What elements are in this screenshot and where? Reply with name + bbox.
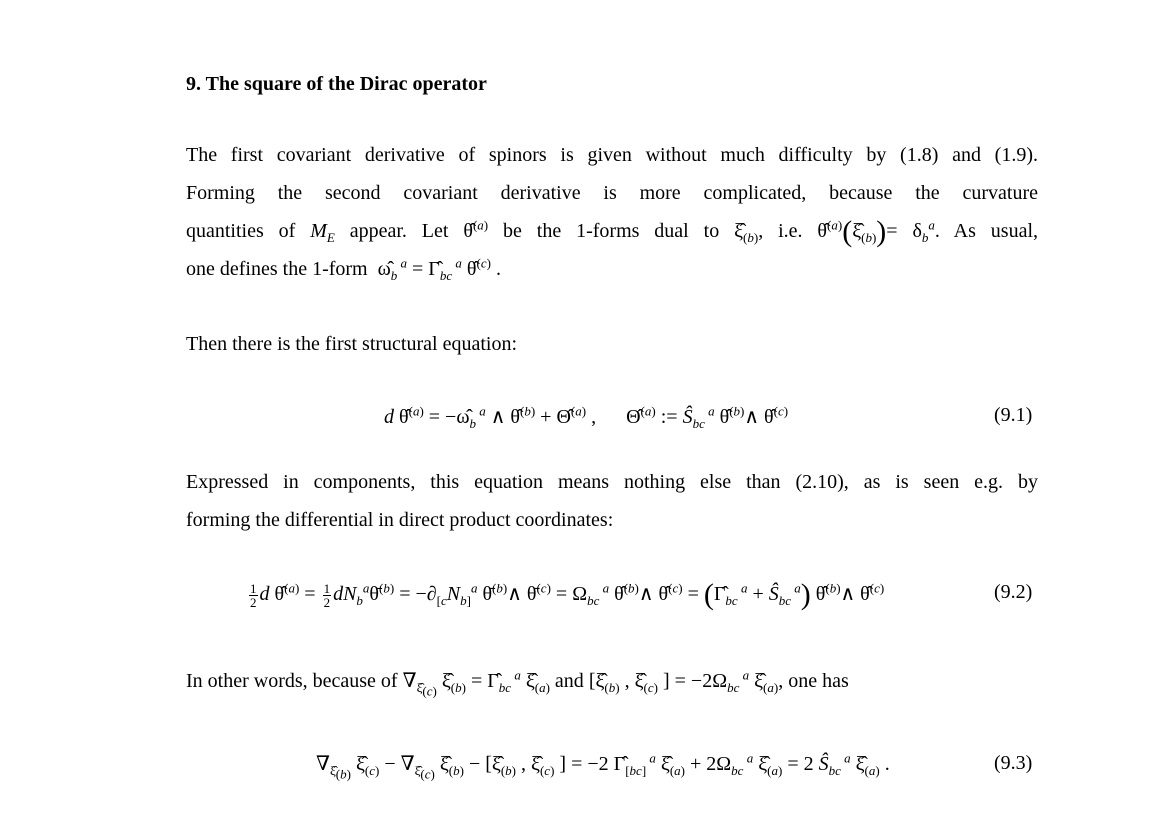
inline-math-connection-form: $\omegâ_b$ $^a = \Gammâ_{bc}$ $^a$ θ̂$^{(c)}$ xyxy=(372,255,491,283)
text-run: . xyxy=(495,258,501,280)
paragraph-line: Then there is the first structural equation: xyxy=(186,333,518,355)
inline-math-theta: θ̂$^{(a)}$ xyxy=(463,217,489,242)
paragraph-in-other-words xyxy=(186,662,986,700)
text-run: , i.e. xyxy=(758,220,803,242)
paragraph-intro xyxy=(186,136,1038,288)
equation-9-2: $\frac{1}{2}$ d θ̂$^{(a)}$ = $\frac{1}{2}$ $dN_b^a\thetā^{(b)} = -\partial_{[c}N_{b]}^a$ θ̄$^{(b)}$∧ θ̄$^{(c)}$ = $\Omega_{bc}$ $^a$ θ̂$^{(b)}$∧ θ̂$^{(c)}$ = ($\Gammâ_{bc}$ $^a + Ŝ_{bc}$ $^a$) θ̂$^{(b)}$∧ θ̂$^{(c)}$ xyxy=(250,578,885,611)
inline-math-duality: $\thetâ^{(a)}(\xî_{(b)})= \delta_b^a$ xyxy=(817,215,935,248)
paragraph-line: forming the differential in direct product coordinates: xyxy=(186,509,614,531)
paragraph-line: Forming the second covariant derivative is more complicated, because the curvature xyxy=(186,182,1038,204)
section-heading: 9. The square of the Dirac operator xyxy=(186,73,487,95)
paragraph-line xyxy=(186,250,1038,288)
text-run: one defines the 1-form xyxy=(186,258,368,280)
paragraph-line: The first covariant derivative of spinors is given without much difficulty by (1.8) and (1.9). xyxy=(186,144,1038,166)
paragraph-line: Expressed in components, this equation means nothing else than (2.10), as is seen e.g. by xyxy=(186,471,1038,493)
inline-math-xi: $\xî_{(b)}$ xyxy=(734,220,759,245)
paragraph-structural xyxy=(186,325,1038,363)
inline-math-covariant: $\nabla_{\xî_{(c)}}$ $\xî_{(b)}$ = $\Gammâ_{bc}$ $^a$ $\xî_{(a)}$ xyxy=(402,667,550,699)
paragraph-line xyxy=(186,662,986,700)
fraction-half: $\frac{1}{2}$ xyxy=(323,580,331,610)
text-run: , one has xyxy=(778,670,849,692)
text-run: . As usual, xyxy=(934,220,1039,242)
inline-math-ME: $M_E$ xyxy=(310,220,335,245)
text-run: and xyxy=(554,670,584,692)
equation-number: (9.1) xyxy=(994,404,1033,426)
equation-9-3: $\nabla_{\xî_{(b)}}$ $\xî_{(c)} - \nabla_{\xî_{(c)}}$ $\xî_{(b)}$ − [$\xî_{(b)}$ , $\xî_{(c)}$ ] = −2 $\Gammâ_{[bc]}$ $^a$ $\xî_{(a)} + 2\Omega_{bc}$ $^a$ $\xî_{(a)} = 2$ $Ŝ_{bc}$ $^a$ $\xî_{(a)}$ . xyxy=(316,750,890,782)
equation-number: (9.3) xyxy=(994,752,1033,774)
text-run: quantities of xyxy=(186,220,296,242)
inline-math-commutator: [$\xî_{(b)}$ , $\xî_{(c)}$ ] = $-2\Omega_{bc}$ $^a$ $\xî_{(a)}$ xyxy=(588,667,779,695)
fraction-half: $\frac{1}{2}$ xyxy=(250,580,257,610)
equation-number: (9.2) xyxy=(994,581,1033,603)
text-run: be the 1-forms dual to xyxy=(503,220,720,242)
paragraph-line xyxy=(186,212,1038,250)
paragraph-components xyxy=(186,463,1038,539)
equation-9-1: d θ̂$^{(a)}$ = $-\omegâ_b$ $^a$ ∧ θ̂$^{(b)}$ + Θ̂$^{(a)}$ , Θ̂$^{(a)}$ := $Ŝ_{bc}$ $^a$ θ̂$^{(b)}$∧ θ̂$^{(c)}$ xyxy=(384,403,789,431)
text-run: In other words, because of xyxy=(186,670,398,692)
text-run: appear. Let xyxy=(349,220,449,242)
